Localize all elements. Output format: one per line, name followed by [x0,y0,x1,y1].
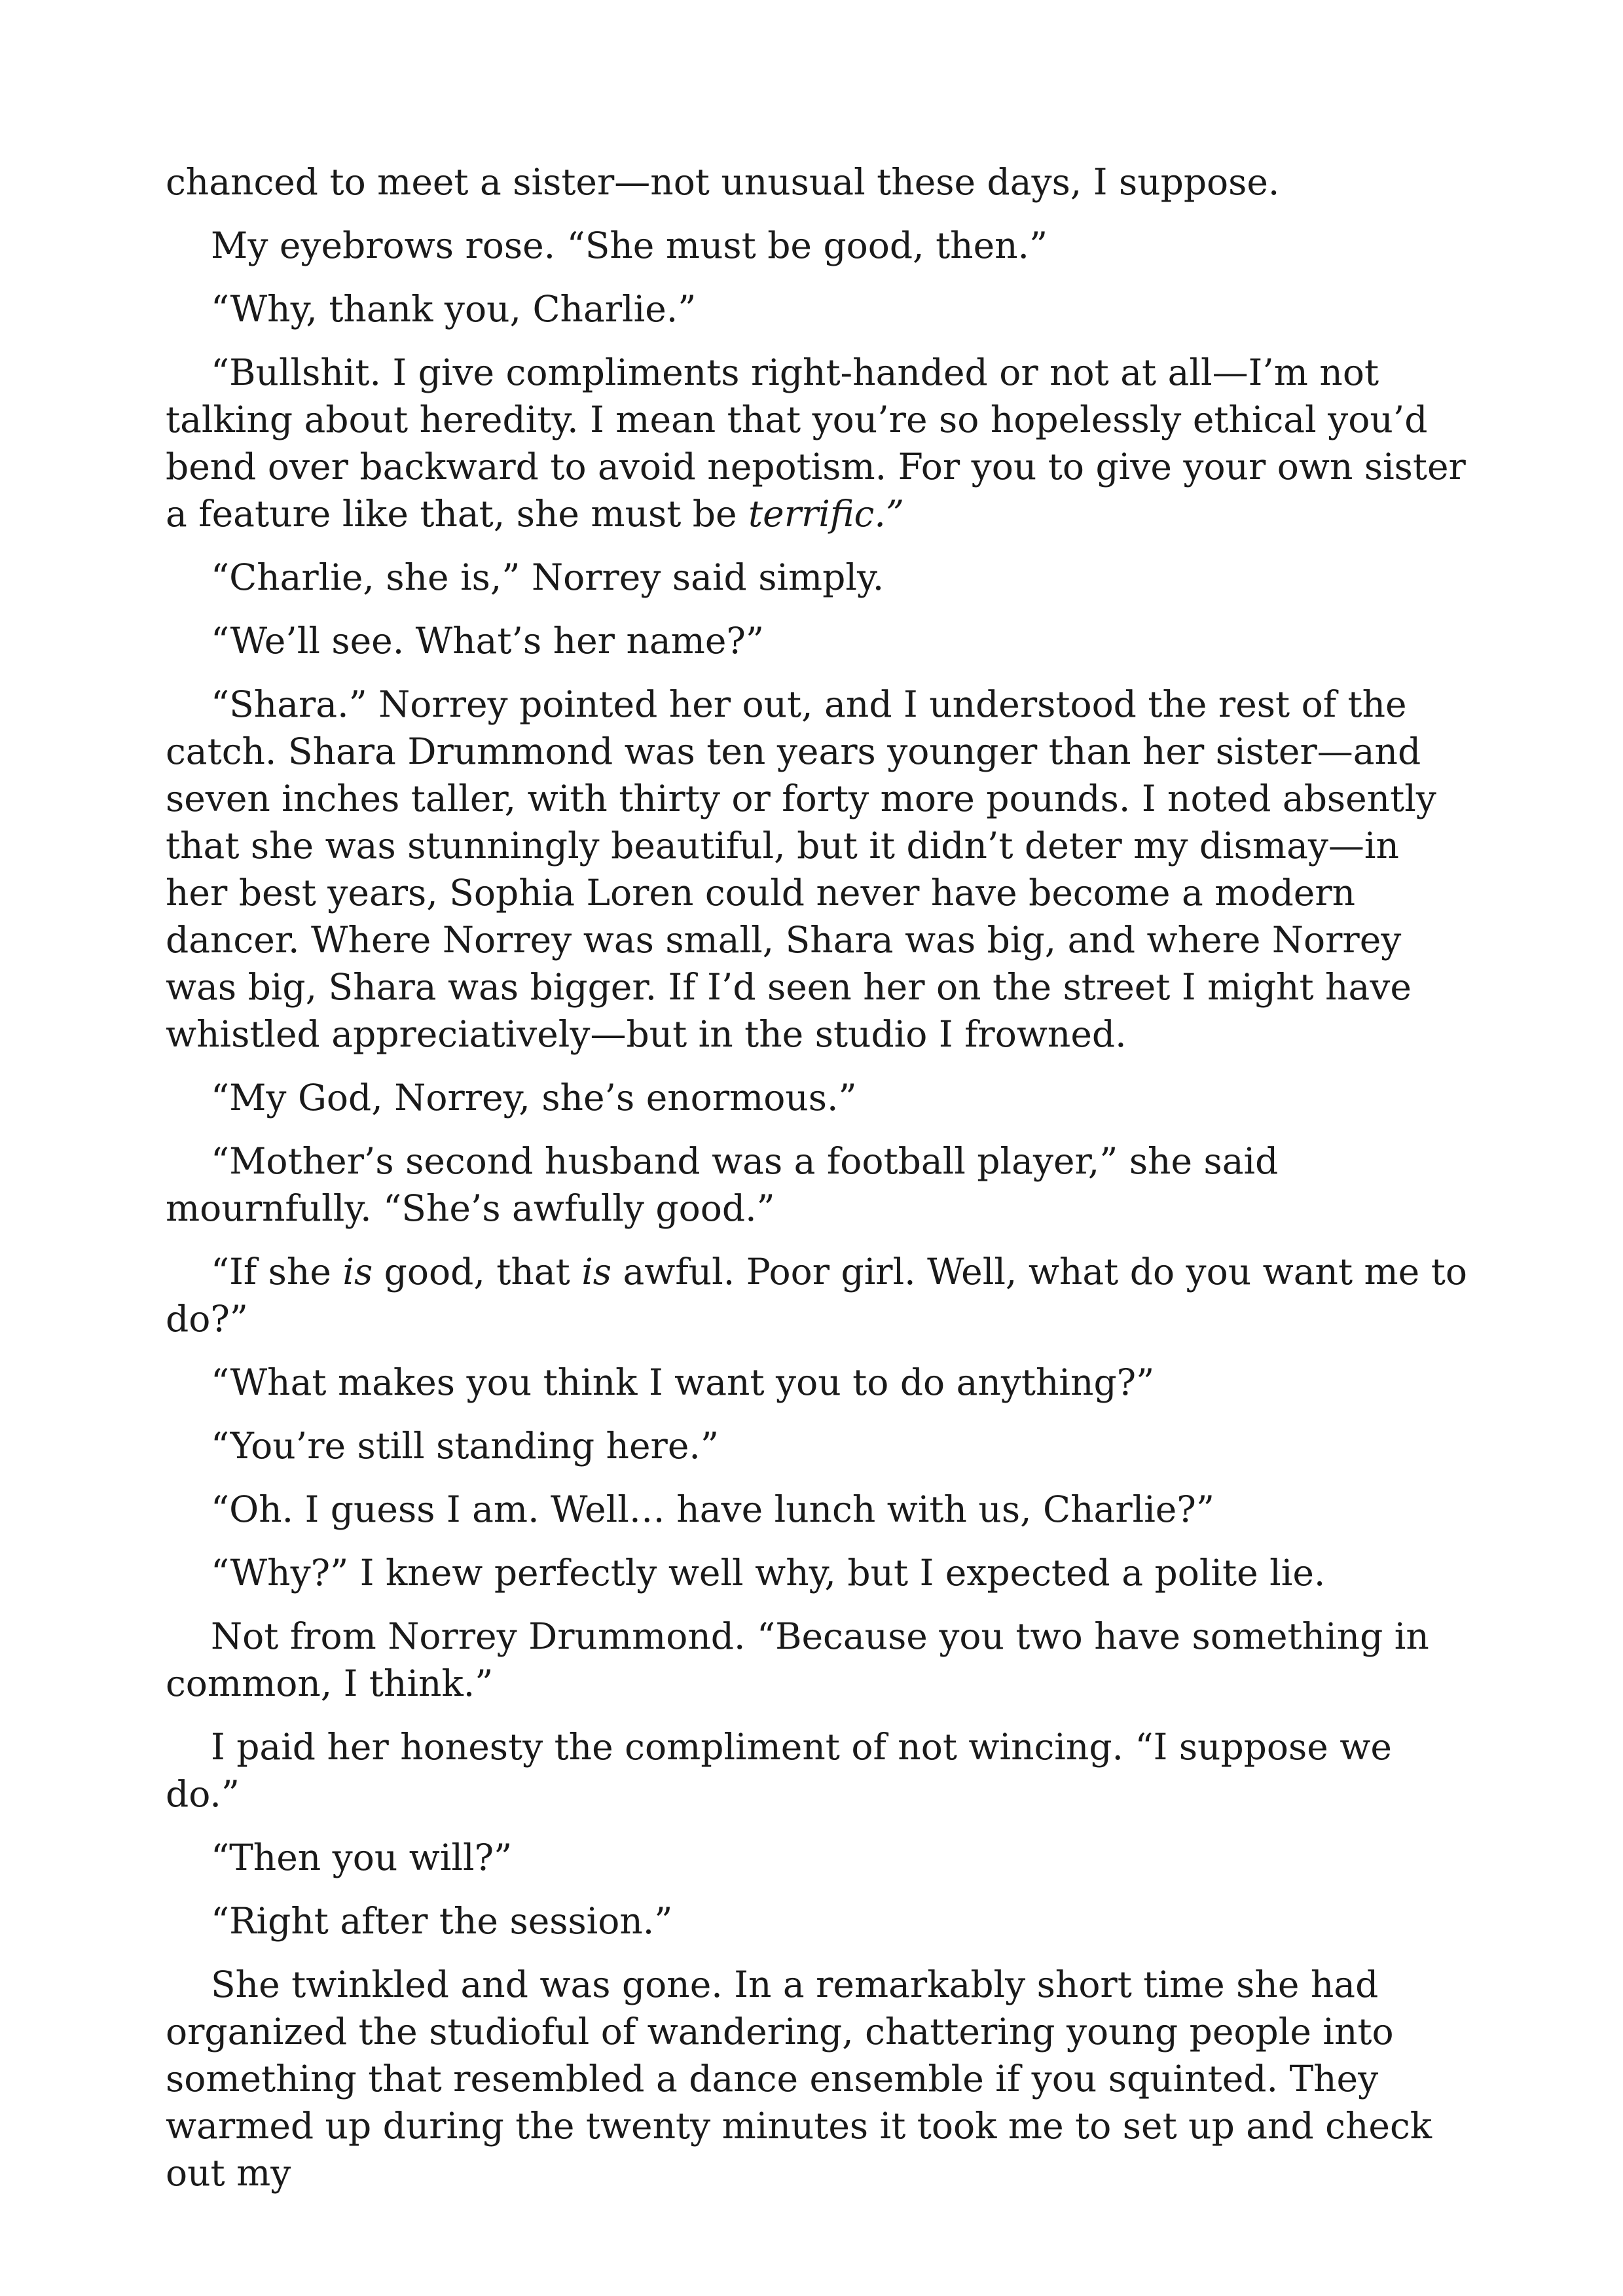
text-run: “You’re still standing here.” [211,1425,719,1467]
text-run: “My God, Norrey, she’s enormous.” [211,1077,857,1119]
paragraph [166,222,1468,269]
paragraph [166,1723,1468,1818]
text-run: “What makes you think I want you to do anything?” [211,1361,1155,1403]
text-run: “Oh. I guess I am. Well… have lunch with us, Charlie?” [211,1488,1214,1530]
paragraph [166,1359,1468,1406]
text-run: “Charlie, she is,” Norrey said simply. [211,556,884,598]
paragraph [166,1074,1468,1121]
text-run: “If she [211,1251,343,1293]
paragraph [166,285,1468,332]
text-run: “Then you will?” [211,1837,513,1878]
text-run: I paid her honesty the compliment of not wincing. “I suppose we do.” [166,1726,1392,1815]
paragraph [166,681,1468,1058]
page-text [166,158,1468,2213]
paragraph [166,554,1468,601]
text-run: My eyebrows rose. “She must be good, then.” [211,224,1048,266]
text-run: “We’ll see. What’s her name?” [211,620,764,662]
paragraph [166,617,1468,664]
paragraph [166,1422,1468,1469]
paragraph [166,1486,1468,1533]
text-run: “Shara.” Norrey pointed her out, and I understood the rest of the catch. Shara Drummond was ten years younger than her sister—and seven inches taller, with thirty or forty more pounds. I noted absently that she was stunningly beautiful, but it didn’t deter my dismay—in her best years, Sophia Loren could never have become a modern dancer. Where Norrey was small, Shara was big, and where Norrey was big, Shara was bigger. If I’d seen her on the street I might have whistled appreciatively—but in the studio I frowned. [166,683,1436,1055]
paragraph [166,1613,1468,1707]
paragraph [166,1138,1468,1232]
paragraph [166,1549,1468,1596]
text-run: good, that [373,1251,582,1293]
italic-text: is [342,1251,373,1293]
italic-text: terrific.” [748,493,904,535]
paragraph [166,349,1468,537]
paragraph [166,1834,1468,1881]
text-run: “Why?” I knew perfectly well why, but I expected a polite lie. [211,1552,1326,1594]
text-run: “Why, thank you, Charlie.” [211,288,697,330]
text-run: Not from Norrey Drummond. “Because you two have something in common, I think.” [166,1615,1429,1704]
paragraph [166,1961,1468,2197]
paragraph [166,158,1468,206]
text-run: She twinkled and was gone. In a remarkably short time she had organized the studioful of wandering, chattering young people into something that resembled a dance ensemble if you squinted. They warmed up during the twenty minutes it took me to set up and check out my [166,1964,1432,2194]
text-run: “Right after the session.” [211,1900,673,1942]
text-run: “Bullshit. I give compliments right-handed or not at all—I’m not talking about heredity. I mean that you’re so hopelessly ethical you’d bend over backward to avoid nepotism. For you to give your own sister a feature like that, she must be [166,351,1466,535]
paragraph [166,1248,1468,1342]
italic-text: is [581,1251,612,1293]
text-run: “Mother’s second husband was a football player,” she said mournfully. “She’s awfully good.” [166,1140,1279,1229]
text-run: chanced to meet a sister—not unusual these days, I suppose. [166,161,1280,203]
paragraph [166,1897,1468,1945]
text-run: awful. Poor girl. Well, what do you want me to do?” [166,1251,1467,1340]
